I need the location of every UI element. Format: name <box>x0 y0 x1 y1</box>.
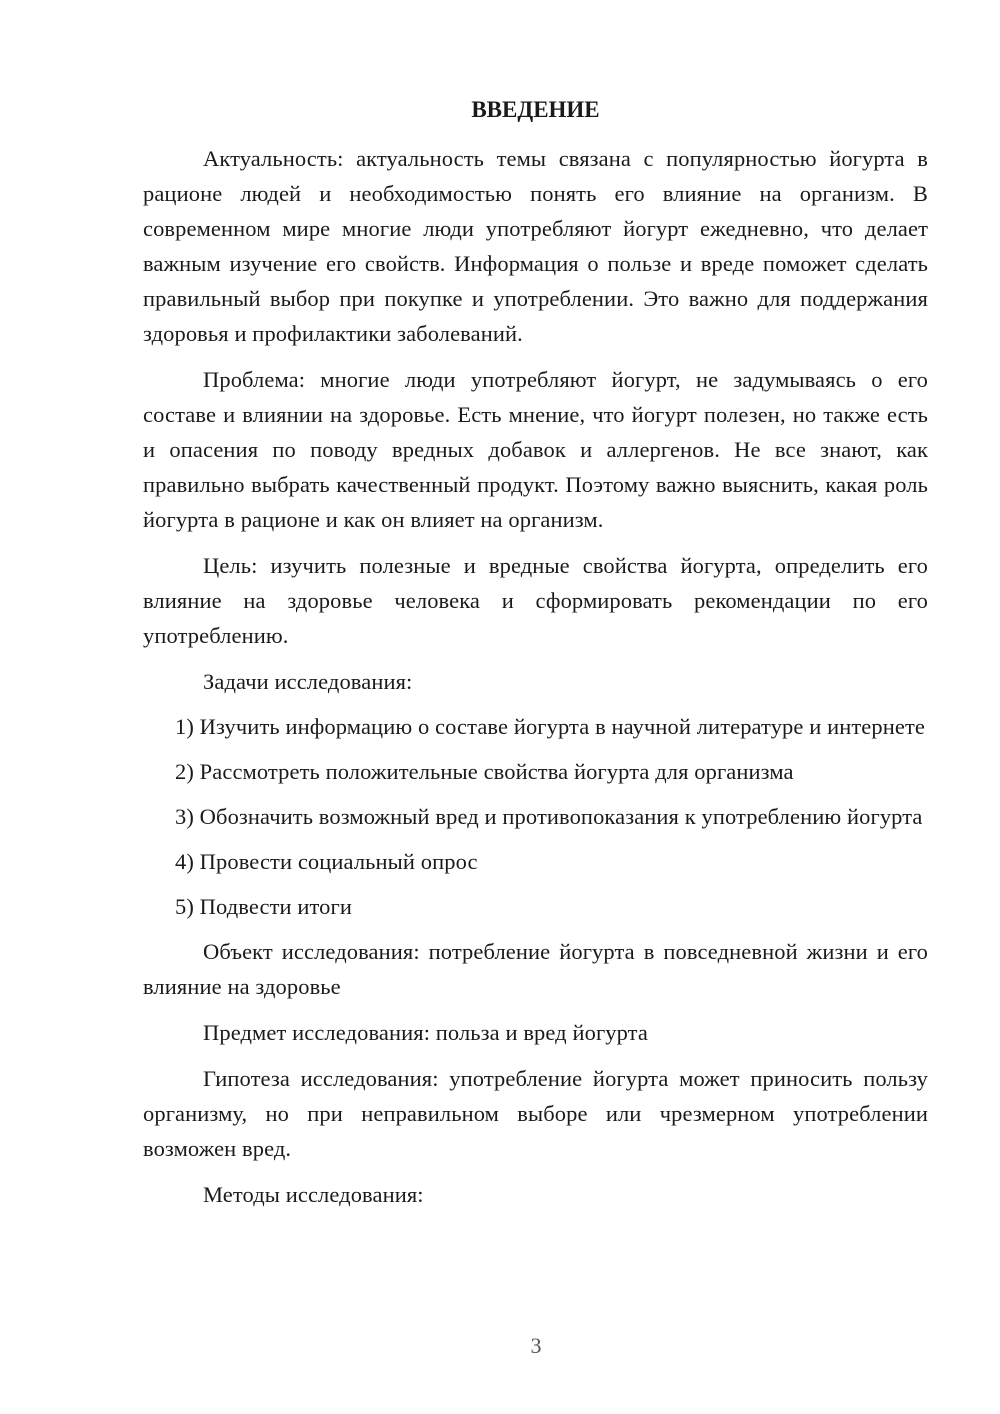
task-item-5: 5) Подвести итоги <box>175 894 352 919</box>
tasks-heading: Задачи исследования: <box>203 669 413 694</box>
paragraph-subject: Предмет исследования: польза и вред йогурта <box>203 1020 648 1045</box>
paragraph-object: Объект исследования: потребление йогурта в повседневной жизни и его влияние на здоровье <box>143 939 928 999</box>
task-item-4: 4) Провести социальный опрос <box>175 849 478 874</box>
paragraph-relevance: Актуальность: актуальность темы связана с популярностью йогурта в рационе людей и необходимостью понять его влияние на организм. В современном мире многие люди употребляют йогурт ежедневно, что делает важным изучение его свойств. Информация о пользе и вреде поможет сделать правильный выбор при покупке и употреблении. Это важно для поддержания здоровья и профилактики заболеваний. <box>143 146 928 346</box>
task-item-1: 1) Изучить информацию о составе йогурта в научной литературе и интернете <box>175 714 925 739</box>
paragraph-hypothesis: Гипотеза исследования: употребление йогурта может приносить пользу организму, но при неправильном выборе или чрезмерном употреблении возможен вред. <box>143 1066 928 1161</box>
paragraph-goal: Цель: изучить полезные и вредные свойства йогурта, определить его влияние на здоровье человека и сформировать рекомендации по его употреблению. <box>143 553 928 648</box>
document-page <box>143 95 928 1222</box>
task-item-3: 3) Обозначить возможный вред и противопоказания к употреблению йогурта <box>175 804 923 829</box>
methods-heading: Методы исследования: <box>203 1182 424 1207</box>
page-number: 3 <box>530 1333 542 1358</box>
task-item-2: 2) Рассмотреть положительные свойства йогурта для организма <box>175 759 794 784</box>
section-title: ВВЕДЕНИЕ <box>471 97 600 122</box>
paragraph-problem: Проблема: многие люди употребляют йогурт, не задумываясь о его составе и влиянии на здоровье. Есть мнение, что йогурт полезен, но также есть и опасения по поводу вредных добавок и аллергенов. Не все знают, как правильно выбрать качественный продукт. Поэтому важно выяснить, какая роль йогурта в рационе и как он влияет на организм. <box>143 367 928 532</box>
